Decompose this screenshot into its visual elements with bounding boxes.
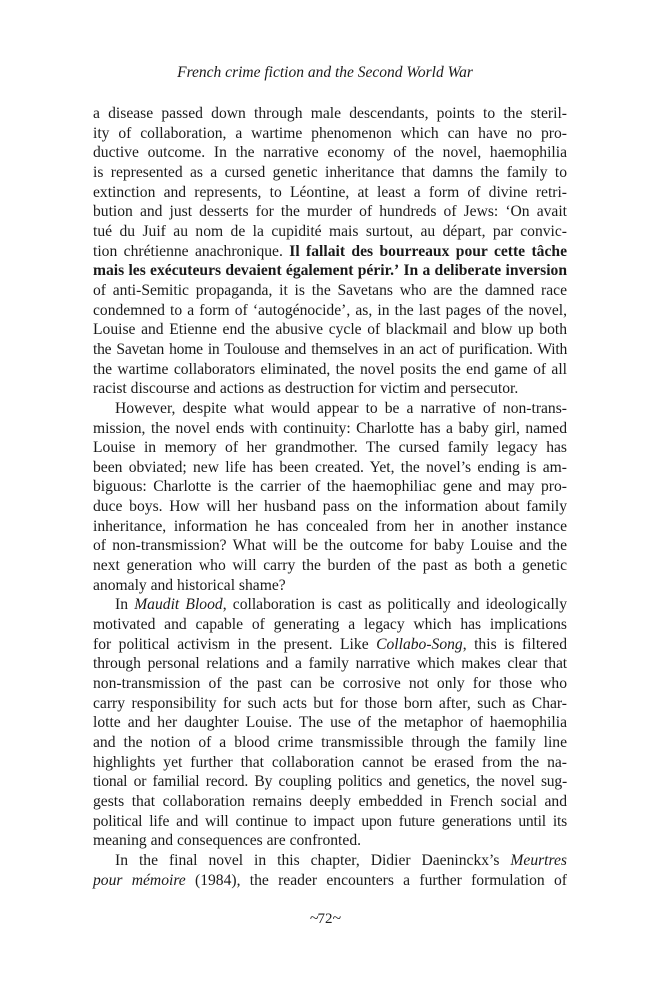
folio-ornament-left: ~ [309, 910, 318, 927]
text-line: extinction and represents, to Léontine, at least a form of divine retri- [93, 183, 567, 201]
text-run: , collaboration is cast as politically and ideologically [222, 596, 567, 614]
text-line: highlights yet further that collaboration cannot be erased from the na- [93, 753, 567, 771]
text-line: duce boys. How will her husband pass on the information about family [93, 498, 567, 516]
book-title: Collabo-Song [376, 635, 463, 653]
text-run: as, in the last pages of the novel, [350, 301, 568, 319]
text-line: is represented as a cursed genetic inheritance that damns the family to [93, 163, 567, 181]
text-line: motivated and capable of generating a legacy which has implications [93, 616, 567, 634]
bold-run: Il fallait des bourreaux pour cette tâche [289, 242, 567, 260]
text-run: tion chrétienne anachronique. [93, 242, 290, 260]
text-line: a disease passed down through male descendants, points to the steril- [93, 105, 567, 122]
text-line: through personal relations and a family narrative which makes clear that [93, 655, 567, 673]
text-run: (1984), the reader encounters a further formulation of [185, 871, 567, 889]
text-line: ductive outcome. In the narrative economy of the novel, haemophilia [93, 144, 567, 162]
text-run: for political activism in the present. Like [93, 635, 377, 653]
text-line: ity of collaboration, a wartime phenomenon which can have no pro- [93, 124, 567, 142]
text-line: However, despite what would appear to be a narrative of non-trans- [115, 399, 567, 417]
text-run: In [115, 596, 135, 614]
text-line: the Savetan home in Toulouse and themselves in an act of purification. With [93, 340, 567, 358]
text-line: tué du Juif au nom de la cupidité mais surtout, au départ, par convic- [93, 222, 567, 240]
text-line [93, 261, 567, 281]
text-line [93, 242, 567, 262]
book-title: Maudit Blood [134, 596, 223, 614]
text-line: been obviated; new life has been created. Yet, the novel’s ending is am- [93, 458, 567, 476]
text-line: lotte and her daughter Louise. The use of the metaphor of haemophilia [93, 714, 567, 732]
book-title: Meurtres [510, 851, 567, 869]
text-line: bution and just desserts for the murder of hundreds of Jews: ‘On avait [93, 203, 567, 221]
text-line: gests that collaboration remains deeply embedded in French social and [93, 792, 567, 810]
text-line: and the notion of a blood crime transmissible through the family line [93, 734, 567, 751]
page-number [0, 910, 650, 928]
text-line: inheritance, information he has concealed from her in another instance [93, 517, 567, 535]
body-text [93, 104, 567, 890]
text-run: , this is filtered [462, 635, 567, 653]
bold-run: In a deliberate inversion [403, 262, 568, 280]
text-line [93, 871, 567, 891]
text-line: meaning and consequences are confronted. [93, 832, 362, 850]
text-line: carry responsibility for such acts but for those born after, such as Char- [93, 694, 567, 712]
text-line: Louise in memory of her grandmother. The cursed family legacy has [93, 439, 567, 457]
text-line: non-transmission of the past can be corrosive not only for those who [93, 675, 567, 693]
bold-run: mais les exécuteurs devaient également périr.’ [93, 262, 400, 280]
running-head: French crime fiction and the Second World War [177, 64, 473, 81]
text-line [93, 301, 567, 321]
book-title: pour mémoire [93, 871, 186, 889]
folio-ornament-right: ~ [332, 910, 341, 927]
text-line: next generation who will carry the burden of the past as both a genetic [93, 557, 567, 575]
text-line: mission, the novel ends with continuity: Charlotte has a baby girl, named [93, 419, 567, 437]
text-line: racist discourse and actions as destruction for victim and persecutor. [93, 380, 519, 398]
text-line: of anti-Semitic propaganda, it is the Savetans who are the damned race [93, 281, 567, 299]
text-line [93, 635, 567, 655]
text-line [93, 595, 567, 615]
text-line: the wartime collaborators eliminated, the novel posits the end game of all [93, 360, 567, 378]
text-line [93, 851, 567, 871]
text-line: of non-transmission? What will be the outcome for baby Louise and the [93, 537, 567, 555]
text-line: political life and will continue to impact upon future generations until its [93, 812, 567, 830]
text-line: anomaly and historical shame? [93, 576, 286, 594]
text-run: In the final novel in this chapter, Didier Daeninckx’s [115, 851, 511, 869]
text-line: Louise and Etienne end the abusive cycle of blackmail and blow up both [93, 321, 567, 339]
text-line: biguous: Charlotte is the carrier of the haemophiliac gene and may pro- [93, 478, 567, 496]
text-line: tional or familial record. By coupling politics and genetics, the novel sug- [93, 773, 567, 791]
text-run: condemned to a form of ‘autogénocide’, [93, 301, 351, 319]
page-number-value: 72 [317, 911, 333, 927]
